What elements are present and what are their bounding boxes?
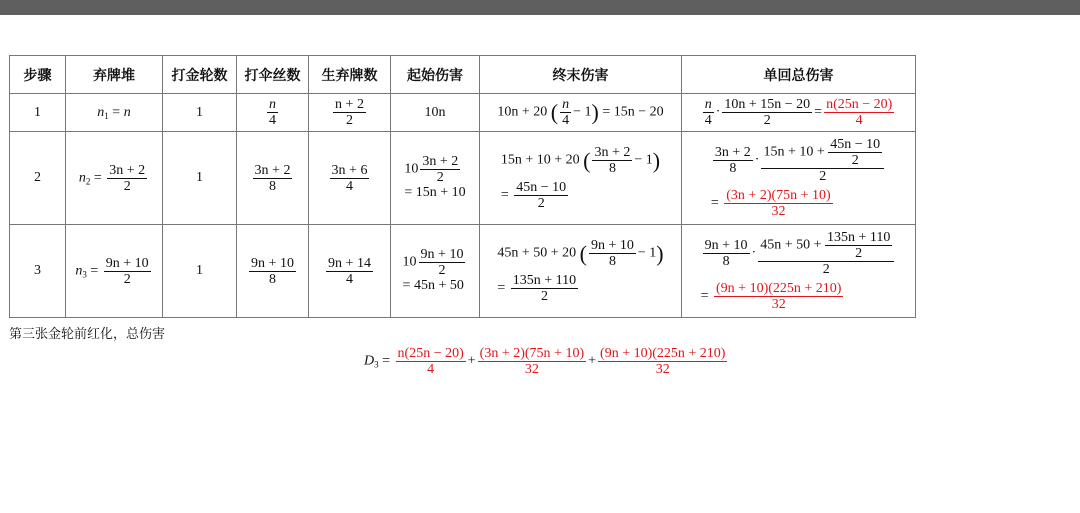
end-damage-cell: 45n + 50 + 20 ( $\frac{9n + 10}{8}$ − 1) = $\frac{135n + 110}{2}$	[480, 225, 682, 318]
final-formula: $D_3$ = $\frac{n(25n - 20)}{4}$ + $\frac{(3n + 2)(75n + 10)}{32}$ + $\frac{(9n + 10)(225n + 210)}{32}$	[364, 346, 726, 377]
umbrella-silk-cell: $\frac{9n + 10}{8}$	[237, 225, 309, 318]
total-damage-cell: $\frac{3n + 2}{8}$ · 15n + 10 + $\frac{45n - 10}{2}$ 2 = $\frac{(3n + 2)(75n + 10)}{32}$	[682, 132, 916, 225]
total-result: $\frac{n(25n - 20)}{4}$	[826, 97, 893, 128]
new-discard-cell: $\frac{3n + 6}{4}$	[309, 132, 391, 225]
table-row	[10, 225, 916, 318]
discard-cell: $n_2$ = $\frac{3n + 2}{2}$	[66, 132, 163, 225]
header-umbrella-silk: 打伞丝数	[237, 56, 309, 94]
end-damage-cell: 10n + 20 ( $\frac{n}{4}$ − 1) = 15n − 20	[480, 94, 682, 132]
discard-cell: $n_3$ = $\frac{9n + 10}{2}$	[66, 225, 163, 318]
header-start-damage: 起始伤害	[391, 56, 480, 94]
step-cell: 3	[10, 225, 66, 318]
total-result: $\frac{(3n + 2)(75n + 10)}{32}$	[726, 188, 831, 219]
step-cell: 2	[10, 132, 66, 225]
new-discard-cell: $\frac{n + 2}{2}$	[309, 94, 391, 132]
new-discard-cell: $\frac{9n + 14}{4}$	[309, 225, 391, 318]
step-cell: 1	[10, 94, 66, 132]
final-term: $\frac{n(25n - 20)}{4}$	[397, 346, 464, 377]
table-row	[10, 132, 916, 225]
final-term: $\frac{(9n + 10)(225n + 210)}{32}$	[600, 346, 726, 377]
start-damage-cell: 10n	[391, 94, 480, 132]
header-total-damage: 单回总伤害	[682, 56, 916, 94]
damage-table	[9, 55, 916, 318]
total-damage-cell: $\frac{9n + 10}{8}$ · 45n + 50 + $\frac{135n + 110}{2}$ 2 = $\frac{(9n + 10)(225n + 210)}{32}$	[682, 225, 916, 318]
end-damage-cell: 15n + 10 + 20 ( $\frac{3n + 2}{8}$ − 1) = $\frac{45n - 10}{2}$	[480, 132, 682, 225]
top-bar	[0, 0, 1080, 15]
total-result: $\frac{(9n + 10)(225n + 210)}{32}$	[716, 281, 842, 312]
header-new-discard: 生弃牌数	[309, 56, 391, 94]
gold-rounds-cell: 1	[163, 132, 237, 225]
start-damage-cell: 10 $\frac{3n + 2}{2}$ = 15n + 10	[391, 132, 480, 225]
umbrella-silk-cell: $\frac{n}{4}$	[237, 94, 309, 132]
header-end-damage: 终末伤害	[480, 56, 682, 94]
umbrella-silk-cell: $\frac{3n + 2}{8}$	[237, 132, 309, 225]
table-row	[10, 94, 916, 132]
total-damage-cell: $\frac{n}{4}$ · $\frac{10n + 15n - 20}{2}$ = $\frac{n(25n - 20)}{4}$	[682, 94, 916, 132]
header-row	[10, 56, 916, 94]
gold-rounds-cell: 1	[163, 94, 237, 132]
header-step: 步骤	[10, 56, 66, 94]
note-text: 第三张金轮前红化，总伤害	[9, 327, 166, 342]
start-damage-cell: 10 $\frac{9n + 10}{2}$ = 45n + 50	[391, 225, 480, 318]
final-term: $\frac{(3n + 2)(75n + 10)}{32}$	[479, 346, 585, 377]
discard-cell: $n_1 = n$	[66, 94, 163, 132]
gold-rounds-cell: 1	[163, 225, 237, 318]
header-discard: 弃牌堆	[66, 56, 163, 94]
header-gold-rounds: 打金轮数	[163, 56, 237, 94]
